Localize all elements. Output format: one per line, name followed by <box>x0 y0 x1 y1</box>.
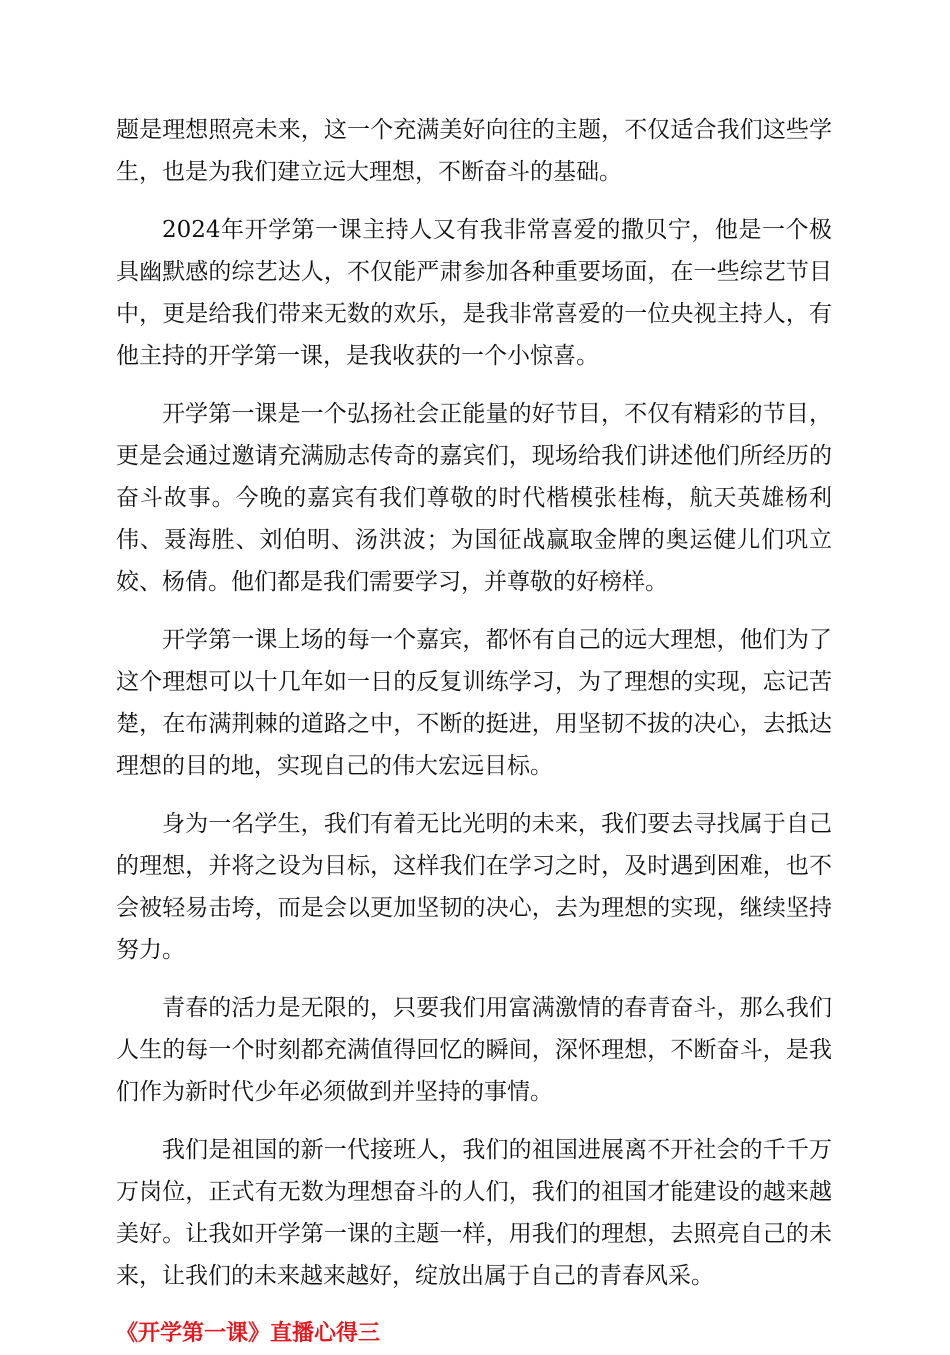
paragraph-youth: 青春的活力是无限的，只要我们用富满激情的春青奋斗，那么我们人生的每一个时刻都充满值得回忆的瞬间，深怀理想，不断奋斗，是我们作为新时代少年必须做到并坚持的事情。 <box>116 995 832 1105</box>
paragraph-guests: 开学第一课是一个弘扬社会正能量的好节目，不仅有精彩的节目，更是会通过邀请充满励志传奇的嘉宾们，现场给我们讲述他们所经历的奋斗故事。今晚的嘉宾有我们尊敬的时代楷模张桂梅，航天英雄杨利伟、聂海胜、刘伯明、汤洪波；为国征战赢取金牌的奥运健儿们巩立姣、杨倩。他们都是我们需要学习，并尊敬的好榜样。 <box>116 401 832 595</box>
paragraph-continuation: 题是理想照亮未来，这一个充满美好向往的主题，不仅适合我们这些学生，也是为我们建立远大理想，不断奋斗的基础。 <box>116 117 832 185</box>
paragraph-host: 2024年开学第一课主持人又有我非常喜爱的撒贝宁，他是一个极具幽默感的综艺达人，不仅能严肃参加各种重要场面，在一些综艺节目中，更是给我们带来无数的欢乐，是我非常喜爱的一位央视主持人，有他主持的开学第一课，是我收获的一个小惊喜。 <box>116 217 832 369</box>
paragraph-ideals: 开学第一课上场的每一个嘉宾，都怀有自己的远大理想，他们为了这个理想可以十几年如一日的反复训练学习，为了理想的实现，忘记苦楚，在布满荆棘的道路之中，不断的挺进，用坚韧不拔的决心，去抵达理想的目的地，实现自己的伟大宏远目标。 <box>116 627 832 779</box>
document-body <box>116 109 832 1355</box>
paragraph-successors: 我们是祖国的新一代接班人，我们的祖国进展离不开社会的千千万万岗位，正式有无数为理想奋斗的人们，我们的祖国才能建设的越来越美好。让我如开学第一课的主题一样，用我们的理想，去照亮自己的未来，让我们的未来越来越好，绽放出属于自己的青春风采。 <box>116 1137 832 1289</box>
section-heading: 《开学第一课》直播心得三 <box>116 1321 381 1346</box>
paragraph-student: 身为一名学生，我们有着无比光明的未来，我们要去寻找属于自己的理想，并将之设为目标，这样我们在学习之时，及时遇到困难，也不会被轻易击垮，而是会以更加坚韧的决心，去为理想的实现，继续坚持努力。 <box>116 811 832 963</box>
